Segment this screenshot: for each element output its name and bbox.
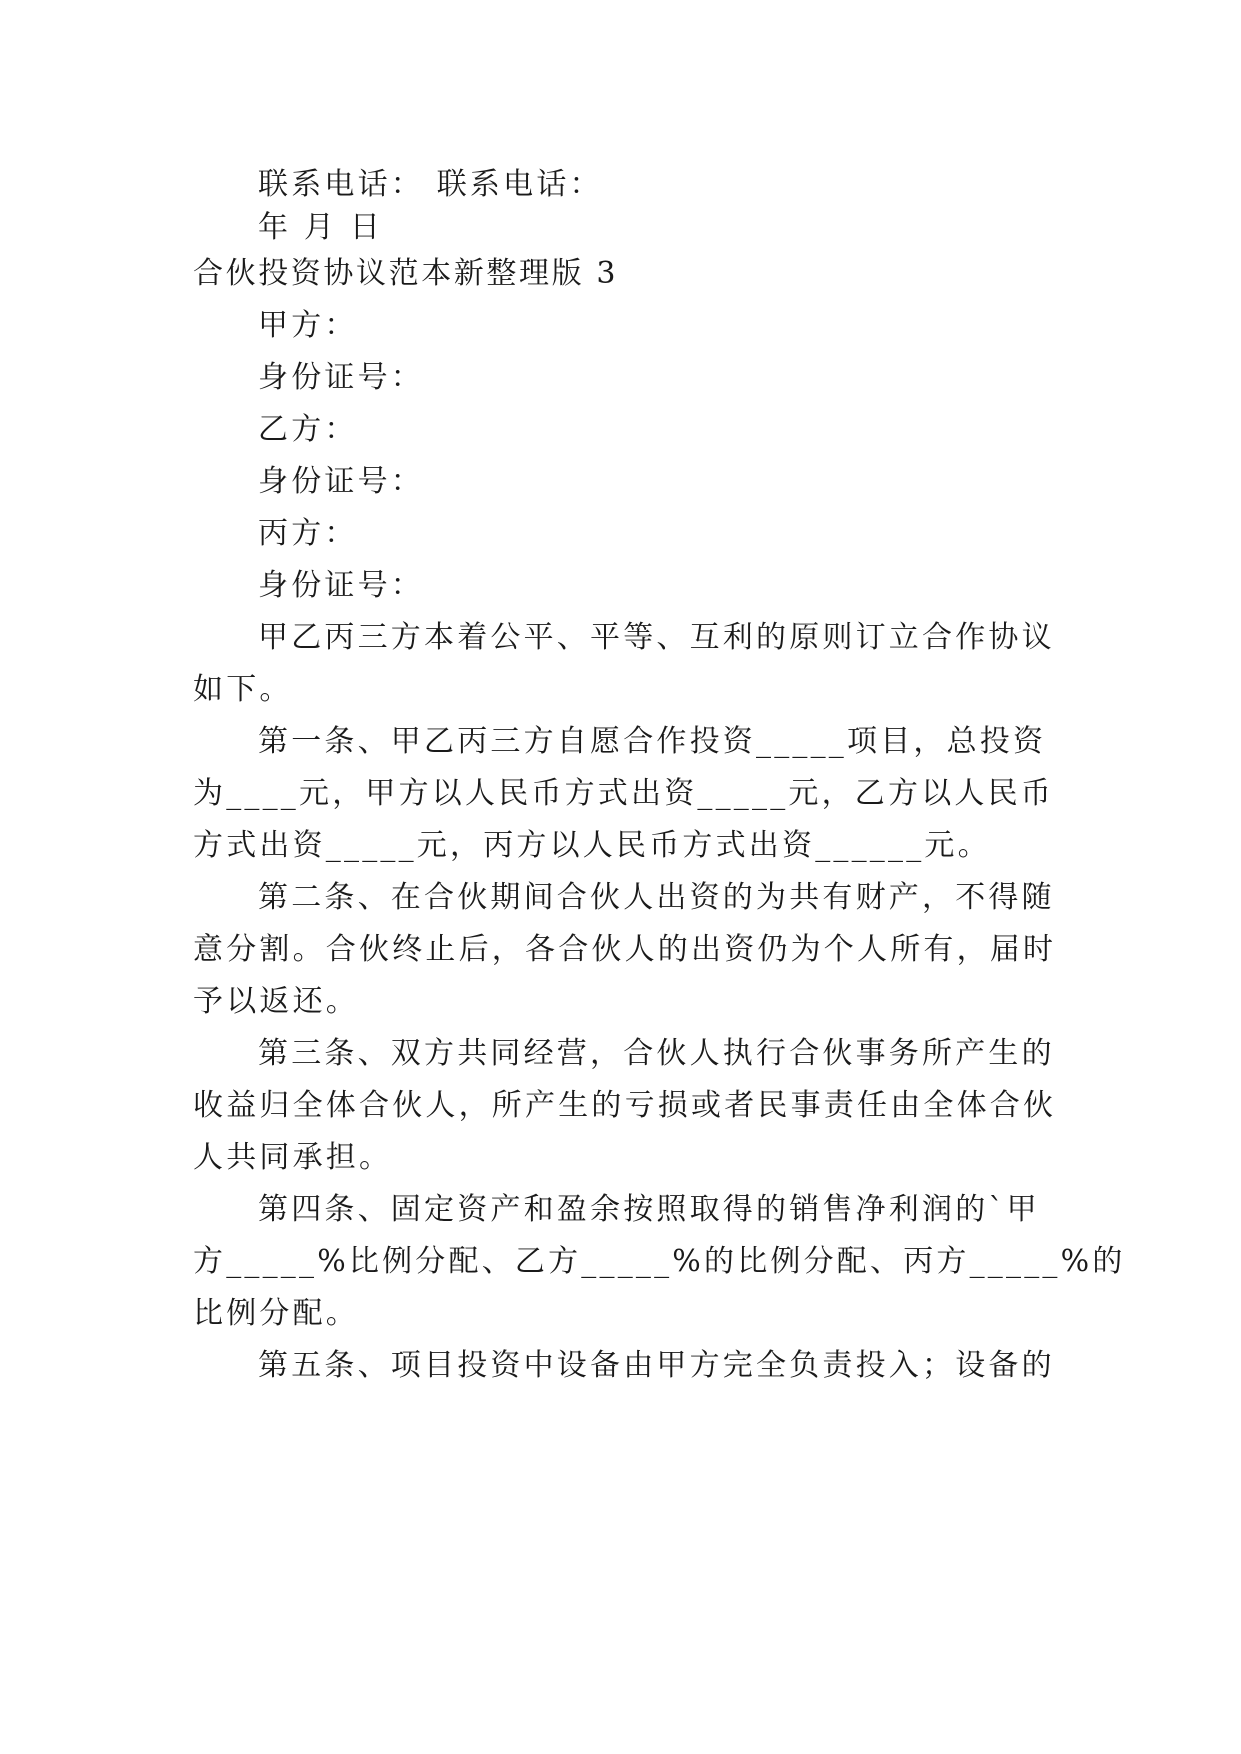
article-1-line-2: 为____元，甲方以人民币方式出资_____元，乙方以人民币 <box>193 776 1054 811</box>
article-2-line-3: 予以返还。 <box>193 984 359 1019</box>
article-1-line-3: 方式出资_____元，丙方以人民币方式出资______元。 <box>193 828 991 863</box>
party-c-line: 丙方： <box>258 516 358 551</box>
party-a-line: 甲方： <box>258 308 358 343</box>
article-3-line-1: 第三条、双方共同经营，合伙人执行合伙事务所产生的 <box>258 1036 1055 1071</box>
contact-phone-line: 联系电话： 联系电话： <box>258 167 603 202</box>
date-line: 年 月 日 <box>258 210 384 245</box>
document-title: 合伙投资协议范本新整理版 3 <box>193 256 619 291</box>
party-c-id-line: 身份证号： <box>258 568 424 603</box>
article-2-line-1: 第二条、在合伙期间合伙人出资的为共有财产，不得随 <box>258 880 1055 915</box>
article-1-line-1: 第一条、甲乙丙三方自愿合作投资_____项目，总投资 <box>258 724 1047 759</box>
party-a-id-line: 身份证号： <box>258 360 424 395</box>
preamble-line-1: 甲乙丙三方本着公平、平等、互利的原则订立合作协议 <box>258 620 1055 655</box>
preamble-line-2: 如下。 <box>193 672 293 707</box>
party-b-id-line: 身份证号： <box>258 464 424 499</box>
article-3-line-3: 人共同承担。 <box>193 1140 393 1175</box>
article-3-line-2: 收益归全体合伙人，所产生的亏损或者民事责任由全体合伙 <box>193 1088 1057 1123</box>
article-4-line-1: 第四条、固定资产和盈余按照取得的销售净利润的`甲 <box>258 1192 1040 1227</box>
article-4-line-2: 方_____%比例分配、乙方_____%的比例分配、丙方_____%的 <box>193 1244 1126 1279</box>
party-b-line: 乙方： <box>258 412 358 447</box>
article-5-line-1: 第五条、项目投资中设备由甲方完全负责投入；设备的 <box>258 1348 1055 1383</box>
article-4-line-3: 比例分配。 <box>193 1296 359 1331</box>
article-2-line-2: 意分割。合伙终止后，各合伙人的出资仍为个人所有，届时 <box>193 932 1057 967</box>
